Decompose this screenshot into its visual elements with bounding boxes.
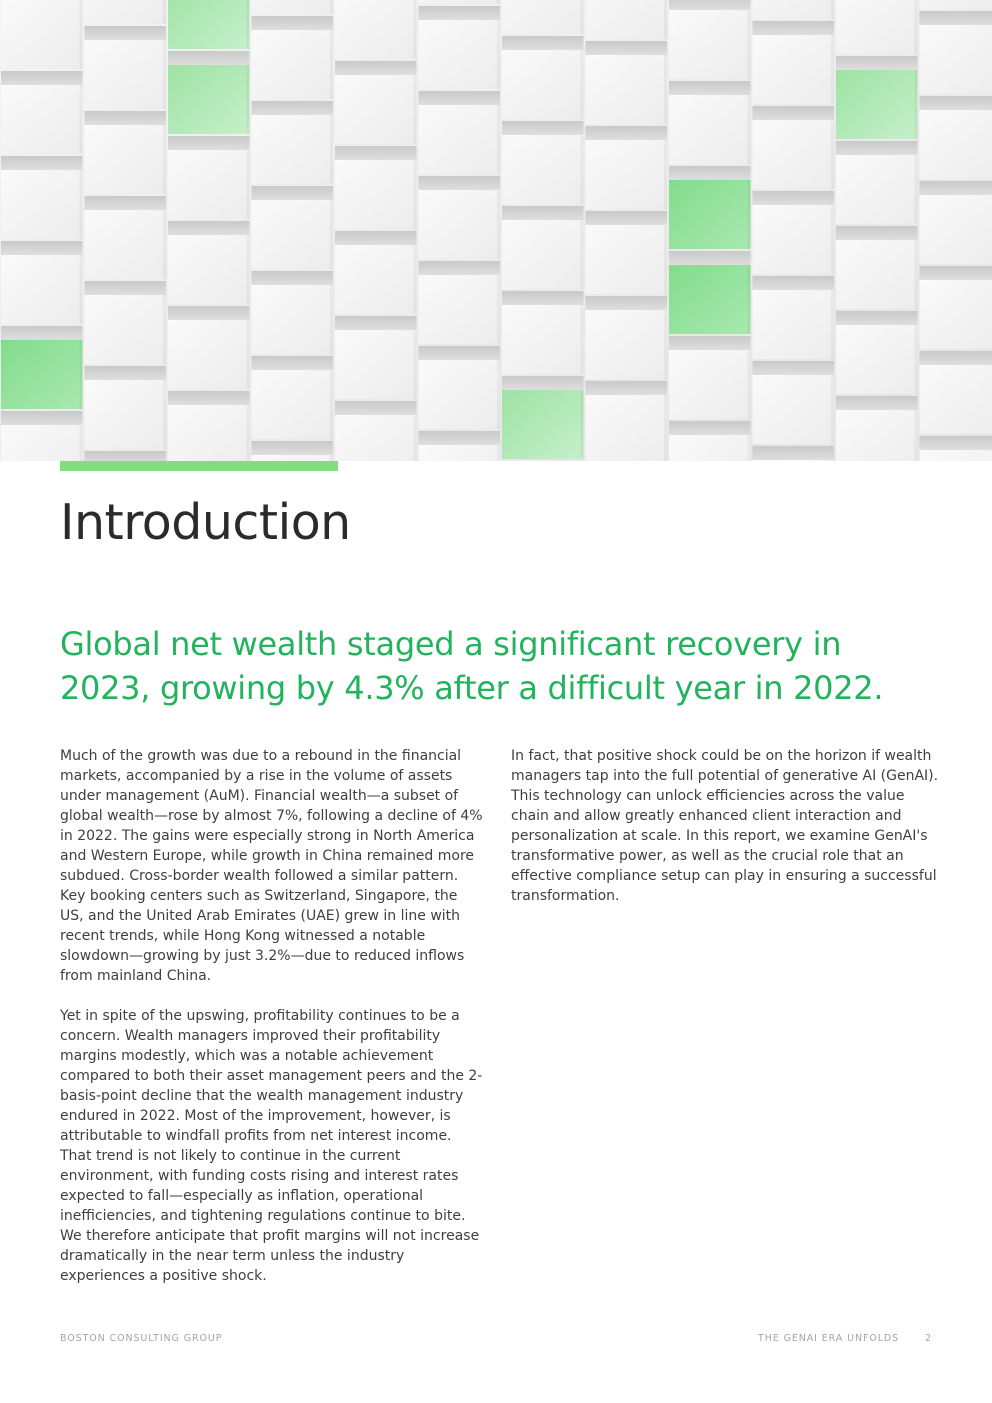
footer-report-title: THE GENAI ERA UNFOLDS <box>758 1333 900 1344</box>
cube-wall-illustration <box>0 0 992 461</box>
body-column-left <box>60 746 484 1306</box>
footer-publisher: BOSTON CONSULTING GROUP <box>60 1333 223 1344</box>
body-paragraph: Yet in spite of the upswing, profitability continues to be a concern. Wealth managers improved their profitability margins modestly, which was a notable achievement compared to both their asset management peers and the 2-basis-point decline that the wealth management industry endured in 2022. Most of the improvement, however, is attributable to windfall profits from net interest income. That trend is not likely to continue in the current environment, with funding costs rising and interest rates expected to fall—especially as inflation, operational inefficiencies, and tightening regulations continue to bite. We therefore anticipate that profit margins will not increase dramatically in the near term unless the industry experiences a positive shock. <box>60 1008 483 1284</box>
page-title: Introduction <box>60 494 351 551</box>
lede-headline: Global net wealth staged a significant recovery in 2023, growing by 4.3% after a difficult year in 2022. <box>60 625 884 707</box>
body-column-right <box>511 746 939 926</box>
hero-image <box>0 0 992 461</box>
body-paragraph: Much of the growth was due to a rebound in the financial markets, accompanied by a rise in the volume of assets under management (AuM). Financial wealth—a subset of global wealth—rose by almost 7%, following a decline of 4% in 2022. The gains were especially strong in North America and Western Europe, while growth in China remained more subdued. Cross-border wealth followed a similar pattern. Key booking centers such as Switzerland, Singapore, the US, and the United Arab Emirates (UAE) grew in line with recent trends, while Hong Kong witnessed a notable slowdown—growing by just 3.2%—due to reduced inflows from mainland China. <box>60 748 483 984</box>
footer-right <box>758 1332 932 1346</box>
title-accent-bar <box>60 461 338 471</box>
body-paragraph: In fact, that positive shock could be on the horizon if wealth managers tap into the full potential of generative AI (GenAI). This technology can unlock efficiencies across the value chain and allow greatly enhanced client interaction and personalization at scale. In this report, we examine GenAI's transformative power, as well as the crucial role that an effective compliance setup can play in ensuring a successful transformation. <box>511 748 939 904</box>
page-number: 2 <box>925 1333 932 1344</box>
